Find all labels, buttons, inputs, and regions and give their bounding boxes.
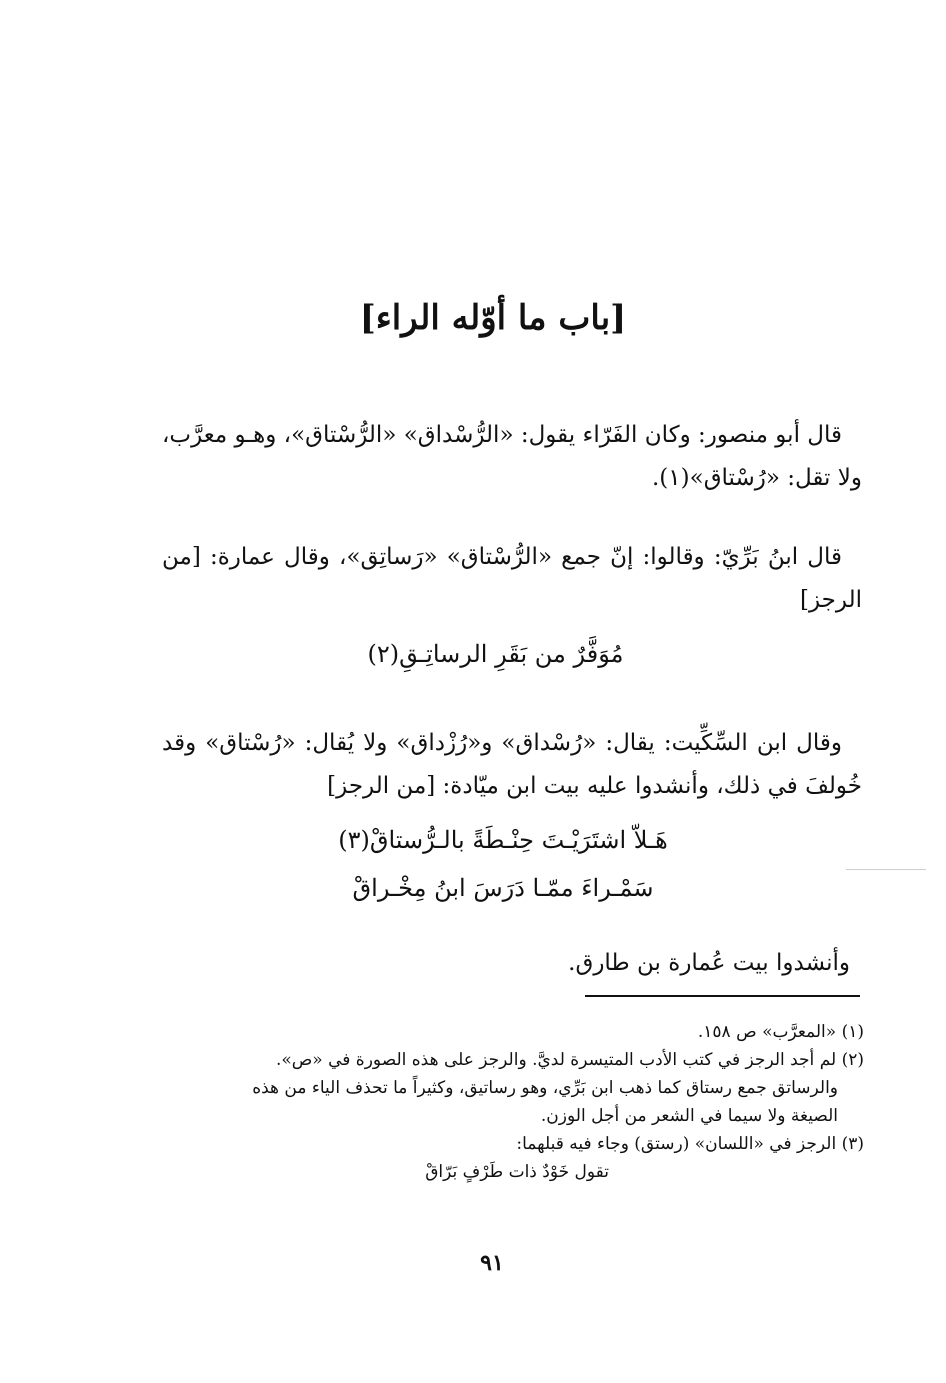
paragraph-1 [162, 414, 862, 500]
chapter-title: [باب ما أوّله الراء] [359, 298, 627, 338]
footnote-2: (٢) لم أجد الرجز في كتب الأدب المتيسرة لديَّ. والرجز على هذه الصورة في «ص». [275, 1050, 864, 1070]
faint-scan-line [846, 869, 926, 870]
footnote-1: (١) «المعرَّب» ص ١٥٨. [697, 1022, 864, 1042]
paragraph-2-text: قال ابنُ بَرِّيّ: وقالوا: إنّ جمع «الرُّسْتاق» «رَساتِق»، وقال عمارة: [من الرجز] [162, 544, 862, 613]
footnote-divider [585, 995, 860, 997]
footnote-2-continuation: الصيغة ولا سيما في الشعر من أجل الوزن. [540, 1106, 838, 1126]
footnote-3-verse: تقول خَوْدٌ ذات طَرْفٍ بَرّاقْ [425, 1162, 609, 1182]
paragraph-3 [162, 722, 862, 808]
paragraph-3-text: وقال ابن السِّكِّيت: يقال: «رُسْداق» و«رُزْداق» ولا يُقال: «رُسْتاق» وقد خُولفَ في ذلك، وأنشدوا عليه بيت ابن ميّادة: [من الرجز] [162, 730, 862, 799]
footnotes [159, 1018, 864, 1186]
verse-line-1: مُوَفَّرٌ من بَقَرِ الرساتِـقِ(٢) [367, 640, 624, 668]
footnote-2-continuation: والرساتق جمع رستاق كما ذهب ابن بَرِّي، وهو رساتيق، وكثيراً ما تحذف الياء من هذه [252, 1078, 838, 1098]
paragraph-2 [162, 536, 862, 622]
paragraph-1-text: قال أبو منصور: وكان الفَرّاء يقول: «الرُّسْداق» «الرُّسْتاق»، وهـو معرَّب، ولا تقل: «رُسْتاق»(١). [162, 422, 862, 491]
verse-line-2: هَـلاّ اشتَرَيْـتَ حِنْـطَةً بالـرُّستاقْ(٣) [338, 826, 668, 854]
page-number: ٩١ [480, 1250, 504, 1276]
verse-line-3: سَمْـراءَ ممّـا دَرَسَ ابنُ مِخْـراقْ [352, 874, 654, 902]
footnote-3: (٣) الرجز في «اللسان» (رستق) وجاء فيه قبلهما: [516, 1134, 864, 1154]
paragraph-4: وأنشدوا بيت عُمارة بن طارق. [568, 950, 850, 976]
